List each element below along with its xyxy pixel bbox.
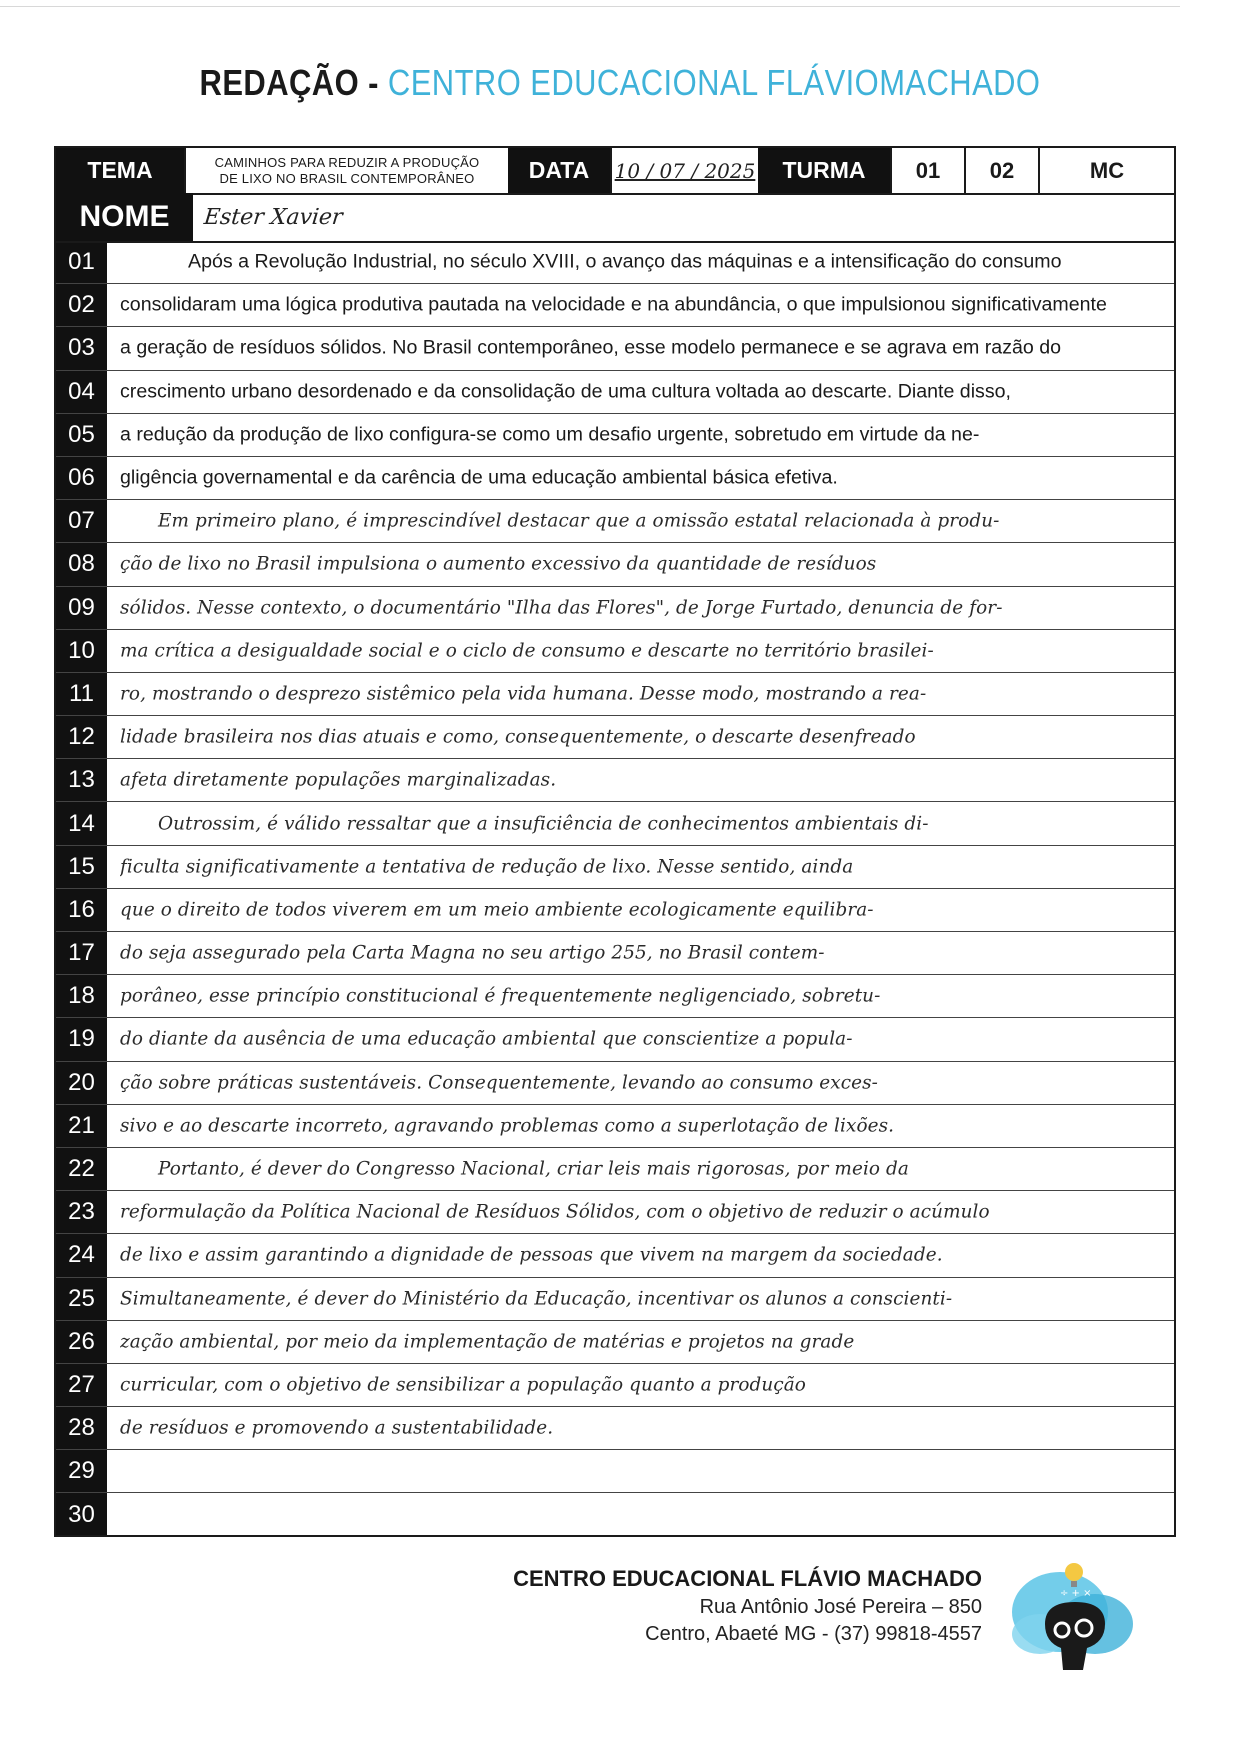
essay-line[interactable] bbox=[56, 327, 1174, 370]
line-number: 14 bbox=[68, 809, 95, 837]
essay-line[interactable] bbox=[56, 1450, 1174, 1493]
line-number: 13 bbox=[68, 766, 95, 794]
essay-line[interactable] bbox=[56, 284, 1174, 327]
svg-text:÷ + ×: ÷ + × bbox=[1060, 1588, 1092, 1599]
handwritten-text: ção sobre práticas sustentáveis. Consequentemente, levando ao consumo exces- bbox=[120, 1072, 878, 1094]
line-number: 22 bbox=[68, 1155, 95, 1183]
essay-line[interactable] bbox=[56, 1191, 1174, 1234]
essay-line[interactable] bbox=[56, 759, 1174, 802]
turma-option-01[interactable] bbox=[890, 148, 964, 193]
turma-option-label: 01 bbox=[915, 157, 941, 183]
line-number: 05 bbox=[68, 420, 95, 448]
line-number: 21 bbox=[68, 1111, 95, 1139]
essay-line[interactable] bbox=[56, 889, 1174, 932]
tema-line-2: DE LIXO NO BRASIL CONTEMPORÂNEO bbox=[219, 170, 475, 186]
line-number: 30 bbox=[68, 1501, 95, 1529]
essay-line[interactable] bbox=[56, 543, 1174, 586]
brain-lightbulb-gear-logo-icon bbox=[1000, 1552, 1150, 1680]
essay-line[interactable] bbox=[56, 846, 1174, 889]
date-value: 10 / 07 / 2025 bbox=[614, 158, 756, 183]
turma-option-label: 02 bbox=[989, 157, 1015, 183]
footer-address-line-2: Centro, Abaeté MG - (37) 99818-4557 bbox=[645, 1623, 982, 1645]
line-number: 28 bbox=[68, 1414, 95, 1442]
line-number: 06 bbox=[68, 464, 95, 492]
handwritten-text: curricular, com o objetivo de sensibilizar a população quanto a produção bbox=[120, 1374, 806, 1396]
essay-line[interactable] bbox=[56, 241, 1174, 284]
essay-line[interactable] bbox=[56, 1105, 1174, 1148]
turma-option-02[interactable] bbox=[964, 148, 1038, 193]
scan-edge-line bbox=[0, 6, 1180, 7]
handwritten-text: sólidos. Nesse contexto, o documentário "Ilha das Flores", de Jorge Furtado, denuncia de for- bbox=[120, 597, 1003, 619]
handwritten-text: Portanto, é dever do Congresso Nacional, criar leis mais rigorosas, por meio da bbox=[158, 1158, 909, 1180]
turma-option-mc[interactable] bbox=[1038, 148, 1174, 193]
footer-address-line-1: Rua Antônio José Pereira – 850 bbox=[699, 1596, 982, 1618]
handwritten-text: de lixo e assim garantindo a dignidade de pessoas que vivem na margem da sociedade. bbox=[120, 1244, 943, 1266]
handwritten-text: ção de lixo no Brasil impulsiona o aumento excessivo da quantidade de resíduos bbox=[120, 553, 877, 575]
line-number: 25 bbox=[68, 1284, 95, 1312]
essay-line[interactable] bbox=[56, 716, 1174, 759]
nome-value[interactable]: Ester Xavier bbox=[202, 205, 344, 230]
handwritten-text: zação ambiental, por meio da implementação de matérias e projetos na grade bbox=[120, 1331, 855, 1353]
line-number: 24 bbox=[68, 1241, 95, 1269]
line-number: 11 bbox=[69, 679, 94, 707]
page-title-prefix: REDAÇÃO - bbox=[199, 62, 379, 103]
line-number: 01 bbox=[68, 248, 95, 276]
footer bbox=[513, 1566, 982, 1646]
handwritten-text: Em primeiro plano, é imprescindível destacar que a omissão estatal relacionada à produ- bbox=[158, 510, 1000, 532]
handwritten-text: do diante da ausência de uma educação ambiental que conscientize a popula- bbox=[120, 1028, 853, 1050]
line-number: 16 bbox=[68, 895, 95, 923]
line-number: 08 bbox=[68, 550, 95, 578]
essay-line[interactable] bbox=[56, 1364, 1174, 1407]
essay-line[interactable] bbox=[56, 1407, 1174, 1450]
handwritten-text: ro, mostrando o desprezo sistêmico pela vida humana. Desse modo, mostrando a rea- bbox=[120, 683, 927, 705]
line-number: 27 bbox=[68, 1370, 95, 1398]
essay-line[interactable] bbox=[56, 673, 1174, 716]
handwritten-text: Outrossim, é válido ressaltar que a insuficiência de conhecimentos ambientais di- bbox=[158, 813, 929, 835]
line-number: 29 bbox=[68, 1457, 95, 1485]
tema-value bbox=[184, 148, 508, 193]
essay-line[interactable] bbox=[56, 371, 1174, 414]
essay-line[interactable] bbox=[56, 414, 1174, 457]
line-number: 23 bbox=[68, 1198, 95, 1226]
essay-sheet bbox=[54, 146, 1176, 1537]
line-number: 17 bbox=[68, 939, 95, 967]
typed-text: a redução da produção de lixo configura-se como um desafio urgente, sobretudo em virtude da ne- bbox=[120, 423, 980, 446]
tema-line-1: CAMINHOS PARA REDUZIR A PRODUÇÃO bbox=[214, 154, 480, 170]
handwritten-text: que o direito de todos viverem em um meio ambiente ecologicamente equilibra- bbox=[120, 899, 874, 921]
nome-label: NOME bbox=[56, 193, 193, 241]
line-number: 26 bbox=[68, 1327, 95, 1355]
typed-text: a geração de resíduos sólidos. No Brasil contemporâneo, esse modelo permanece e se agrava em razão do bbox=[120, 336, 1062, 359]
typed-text: consolidaram uma lógica produtiva pautada na velocidade e na abundância, o que impulsionou significativamente bbox=[120, 293, 1107, 316]
line-number: 07 bbox=[68, 507, 95, 535]
turma-label: TURMA bbox=[758, 148, 890, 193]
line-number: 03 bbox=[68, 334, 95, 362]
essay-line[interactable] bbox=[56, 1148, 1174, 1191]
page-title-school: CENTRO EDUCACIONAL FLÁVIOMACHADO bbox=[387, 62, 1041, 103]
essay-line[interactable] bbox=[56, 587, 1174, 630]
typed-text: crescimento urbano desordenado e da consolidação de uma cultura voltada ao descarte. Diante disso, bbox=[120, 380, 1011, 403]
line-number: 09 bbox=[68, 593, 95, 621]
handwritten-text: de resíduos e promovendo a sustentabilidade. bbox=[120, 1417, 554, 1439]
line-number: 15 bbox=[68, 852, 95, 880]
line-number: 18 bbox=[68, 982, 95, 1010]
line-number: 19 bbox=[68, 1025, 95, 1053]
essay-line[interactable] bbox=[56, 1321, 1174, 1364]
header-row bbox=[56, 148, 1174, 195]
page-title bbox=[87, 62, 1153, 104]
essay-line[interactable] bbox=[56, 1493, 1174, 1536]
essay-line[interactable] bbox=[56, 1018, 1174, 1061]
typed-text: gligência governamental e da carência de uma educação ambiental básica efetiva. bbox=[120, 466, 838, 489]
handwritten-text: Simultaneamente, é dever do Ministério da Educação, incentivar os alunos a conscienti- bbox=[120, 1288, 953, 1310]
line-number: 04 bbox=[68, 377, 95, 405]
essay-line[interactable] bbox=[56, 932, 1174, 975]
typed-text: Após a Revolução Industrial, no século XVIII, o avanço das máquinas e a intensificação do consumo bbox=[188, 250, 1062, 273]
handwritten-text: porâneo, esse princípio constitucional é frequentemente negligenciado, sobretu- bbox=[120, 985, 881, 1007]
handwritten-text: ma crítica a desigualdade social e o ciclo de consumo e descarte no território brasilei- bbox=[120, 640, 934, 662]
essay-line[interactable] bbox=[56, 630, 1174, 673]
nome-row bbox=[56, 193, 1174, 243]
essay-lines bbox=[56, 241, 1174, 1537]
essay-line[interactable] bbox=[56, 1234, 1174, 1277]
line-number: 02 bbox=[68, 291, 95, 319]
line-number: 12 bbox=[68, 723, 95, 751]
essay-line[interactable] bbox=[56, 457, 1174, 500]
line-number: 10 bbox=[68, 636, 95, 664]
handwritten-text: reformulação da Política Nacional de Resíduos Sólidos, com o objetivo de reduzir o acúmulo bbox=[120, 1201, 990, 1223]
line-number: 20 bbox=[68, 1068, 95, 1096]
essay-line[interactable] bbox=[56, 802, 1174, 845]
handwritten-text: do seja assegurado pela Carta Magna no seu artigo 255, no Brasil contem- bbox=[120, 942, 825, 964]
data-label: DATA bbox=[508, 148, 610, 193]
turma-option-label: MC bbox=[1089, 157, 1125, 183]
handwritten-text: afeta diretamente populações marginalizadas. bbox=[120, 769, 557, 791]
handwritten-text: ficulta significativamente a tentativa de redução de lixo. Nesse sentido, ainda bbox=[120, 856, 854, 878]
essay-line[interactable] bbox=[56, 500, 1174, 543]
handwritten-text: lidade brasileira nos dias atuais e como, consequentemente, o descarte desenfreado bbox=[120, 726, 916, 748]
essay-line[interactable] bbox=[56, 975, 1174, 1018]
tema-label: TEMA bbox=[56, 148, 184, 193]
footer-school-name: CENTRO EDUCACIONAL FLÁVIO MACHADO bbox=[513, 1566, 982, 1591]
essay-line[interactable] bbox=[56, 1278, 1174, 1321]
essay-line[interactable] bbox=[56, 1062, 1174, 1105]
handwritten-text: sivo e ao descarte incorreto, agravando problemas como a superlotação de lixões. bbox=[120, 1115, 895, 1137]
date-field[interactable] bbox=[610, 148, 758, 193]
